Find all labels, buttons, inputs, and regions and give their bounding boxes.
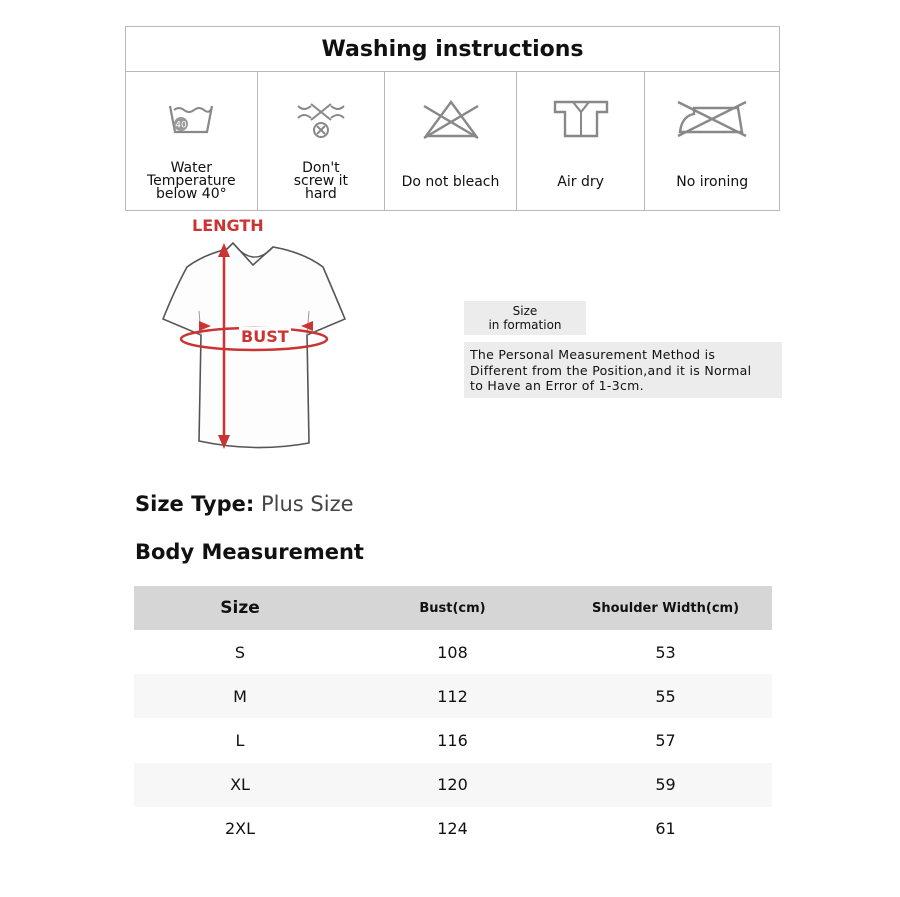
wash-label-line: below 40° (155, 186, 227, 202)
wash-label-line: hard (304, 186, 337, 202)
washing-instructions-box (125, 26, 780, 211)
air-dry-icon (553, 98, 609, 140)
bust-label: BUST (241, 327, 289, 346)
cell-bust: 112 (437, 686, 468, 706)
wash-label (126, 162, 257, 201)
wash-cell-air-dry (517, 72, 646, 210)
size-type-label: Size Type: (135, 492, 255, 516)
wash-cell-no-bleach (385, 72, 517, 210)
washing-icons-row (126, 72, 779, 210)
table-row (134, 630, 772, 674)
no-wring-icon (295, 98, 347, 142)
note-line: Different from the Position,and it is Normal (470, 362, 752, 378)
body-measurement-title: Body Measurement (135, 540, 364, 564)
cell-size: 2XL (224, 819, 256, 839)
table-row (134, 674, 772, 718)
cell-shoulder: 61 (655, 819, 676, 839)
wash-label-line: Temperature (146, 173, 236, 189)
cell-bust: 116 (437, 730, 468, 750)
cell-size: S (234, 642, 246, 662)
table-row (134, 807, 772, 851)
cell-shoulder: 55 (655, 686, 676, 706)
cell-shoulder: 53 (655, 642, 676, 662)
wash-label (517, 176, 645, 189)
wash-label-line: Air dry (557, 174, 604, 190)
header-size: Size (220, 598, 260, 618)
note-line: The Personal Measurement Method is (470, 347, 716, 362)
size-type (135, 492, 354, 516)
cell-size: M (233, 686, 247, 706)
wash-label-line: Water (170, 160, 212, 176)
size-info-line: Size (512, 304, 538, 318)
table-row (134, 763, 772, 807)
size-info-line: in formation (488, 318, 562, 332)
table-header-row (134, 586, 772, 630)
wash-temp-text: 40 (175, 120, 188, 131)
washing-instructions-title: Washing instructions (126, 27, 779, 72)
size-table (134, 586, 772, 851)
cell-bust: 108 (437, 642, 468, 662)
size-type-value: Plus Size (260, 492, 354, 516)
size-information-box (464, 301, 586, 335)
measurement-note (464, 342, 782, 398)
no-bleach-icon (420, 98, 482, 142)
wash-40-icon (166, 98, 216, 138)
wash-label (645, 176, 779, 189)
header-shoulder-width: Shoulder Width(cm) (591, 600, 740, 616)
cell-size: L (235, 730, 245, 750)
wash-cell-no-ironing (645, 72, 779, 210)
wash-label-line: Don't (302, 160, 340, 176)
header-bust: Bust(cm) (419, 600, 486, 616)
wash-cell-water-temperature (126, 72, 258, 210)
cell-shoulder: 59 (655, 775, 676, 795)
table-row (134, 718, 772, 762)
wash-label-line: No ironing (676, 174, 749, 190)
wash-label-line: Do not bleach (401, 174, 500, 190)
no-ironing-icon (674, 98, 750, 140)
wash-label (258, 162, 385, 201)
wash-label (385, 176, 516, 189)
wash-cell-no-wring (258, 72, 386, 210)
cell-bust: 124 (437, 819, 468, 839)
wash-label-line: screw it (293, 173, 349, 189)
cell-bust: 120 (437, 775, 468, 795)
cell-size: XL (230, 775, 250, 795)
cell-shoulder: 57 (655, 730, 676, 750)
length-label: LENGTH (192, 216, 264, 235)
note-line: to Have an Error of 1-3cm. (470, 378, 644, 393)
